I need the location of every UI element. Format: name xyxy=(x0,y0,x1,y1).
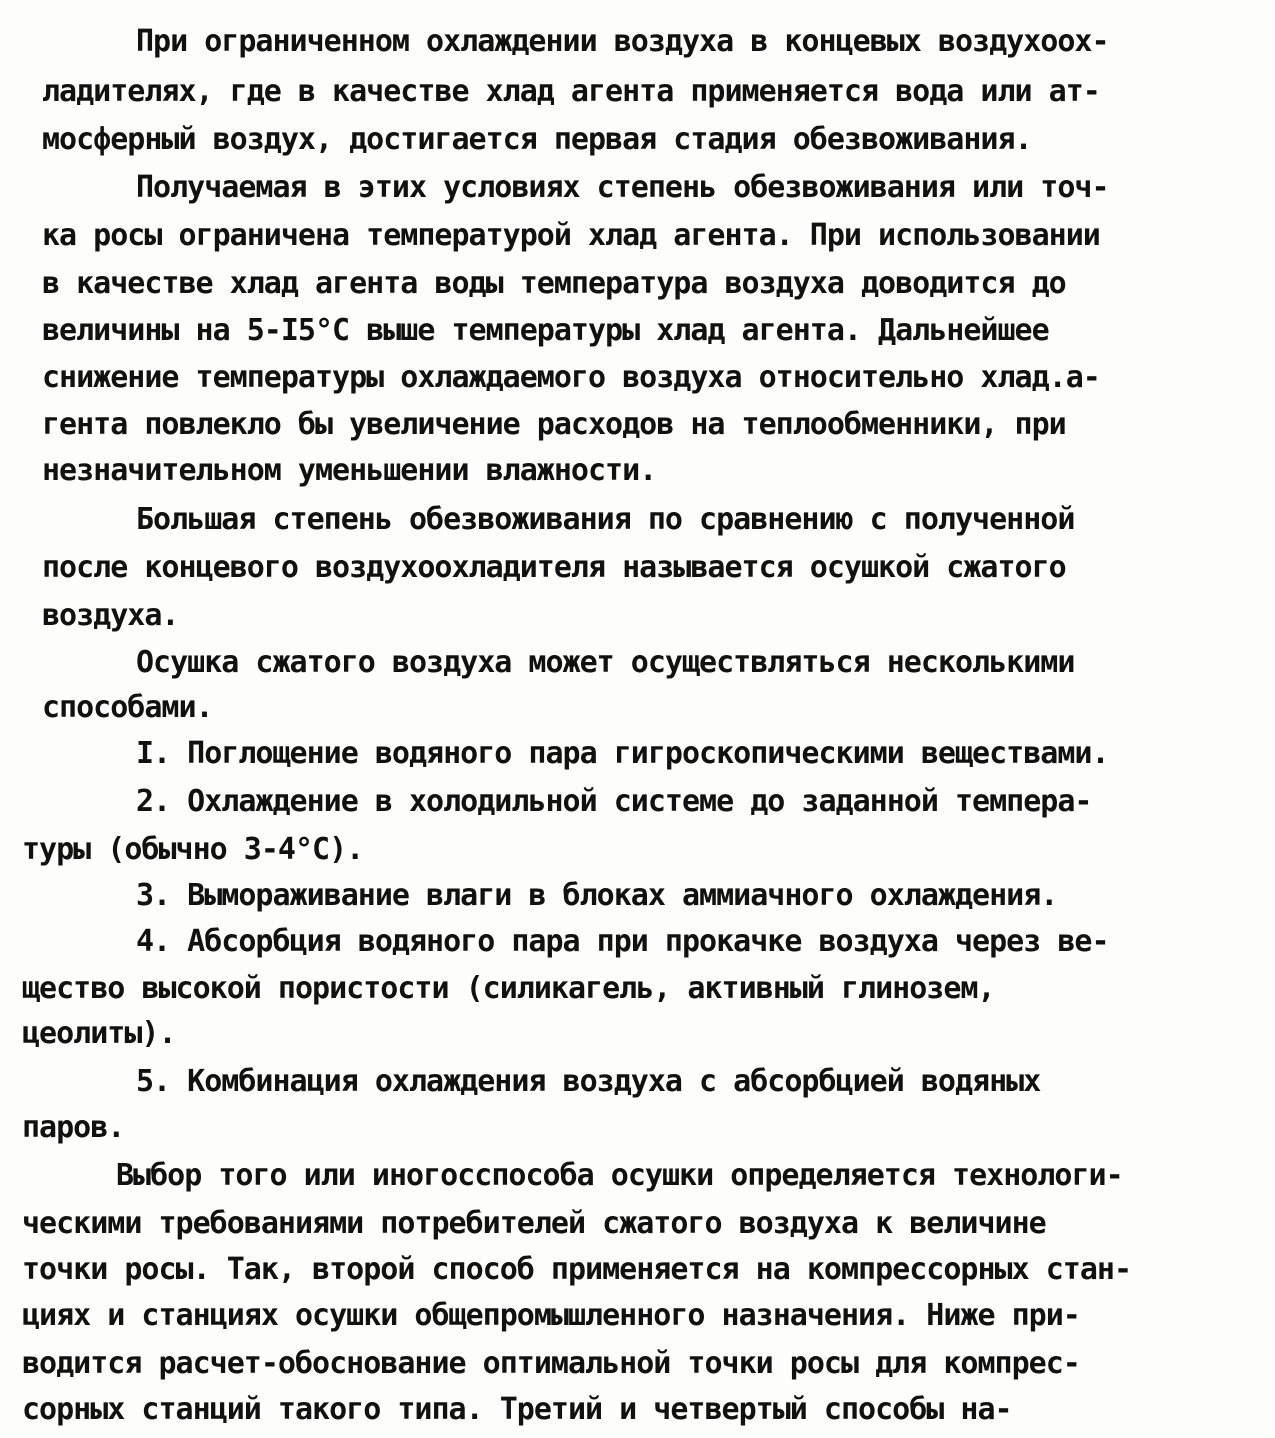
text-line: Осушка сжатого воздуха может осуществляться несколькими xyxy=(136,645,1075,680)
text-line: туры (обычно 3-4°С). xyxy=(22,832,364,867)
text-line: I. Поглощение водяного пара гигроскопическими веществами. xyxy=(136,736,1109,771)
text-line: гента повлекло бы увеличение расходов на теплообменники, при xyxy=(42,407,1066,442)
text-line: паров. xyxy=(22,1110,125,1145)
text-line: ческими требованиями потребителей сжатого воздуха к величине xyxy=(22,1206,1046,1241)
text-line: водится расчет-обоснование оптимальной точки росы для компрес- xyxy=(22,1346,1080,1381)
text-line: ладителях, где в качестве хлад агента применяется вода или ат- xyxy=(42,74,1100,109)
text-line: способами. xyxy=(42,690,213,725)
text-line: незначительном уменьшении влажности. xyxy=(42,453,657,488)
text-line: ка росы ограничена температурой хлад агента. При использовании xyxy=(42,218,1100,253)
text-line: 4. Абсорбция водяного пара при прокачке воздуха через ве- xyxy=(136,924,1109,959)
text-line: Выбор того или иногосспособа осушки определяется технологи- xyxy=(116,1158,1123,1193)
text-line: При ограниченном охлаждении воздуха в концевых воздухоох- xyxy=(136,24,1109,59)
text-line: точки росы. Так, второй способ применяется на компрессорных стан- xyxy=(22,1252,1131,1287)
text-line: Получаемая в этих условиях степень обезвоживания или точ- xyxy=(136,170,1109,205)
text-line: Большая степень обезвоживания по сравнению с полученной xyxy=(136,502,1075,537)
text-line: величины на 5-I5°С выше температуры хлад агента. Дальнейшее xyxy=(42,313,1049,348)
text-line: после концевого воздухоохладителя называется осушкой сжатого xyxy=(42,550,1066,585)
text-line: мосферный воздух, достигается первая стадия обезвоживания. xyxy=(42,122,1032,157)
text-line: 5. Комбинация охлаждения воздуха с абсорбцией водяных xyxy=(136,1064,1041,1099)
text-line: циях и станциях осушки общепромышленного назначения. Ниже при- xyxy=(22,1298,1080,1333)
text-line: 3. Вымораживание влаги в блоках аммиачного охлаждения. xyxy=(136,878,1058,913)
text-line: воздуха. xyxy=(42,598,179,633)
text-line: в качестве хлад агента воды температура воздуха доводится до xyxy=(42,266,1066,301)
text-line: 2. Охлаждение в холодильной системе до заданной темпера- xyxy=(136,784,1092,819)
text-line: цеолиты). xyxy=(22,1016,176,1051)
text-line: сорных станций такого типа. Третий и четвертый способы на- xyxy=(22,1392,1012,1427)
text-line: щество высокой пористости (силикагель, активный глинозем, xyxy=(22,971,995,1006)
text-line: снижение температуры охлаждаемого воздуха относительно хлад.а- xyxy=(42,360,1100,395)
